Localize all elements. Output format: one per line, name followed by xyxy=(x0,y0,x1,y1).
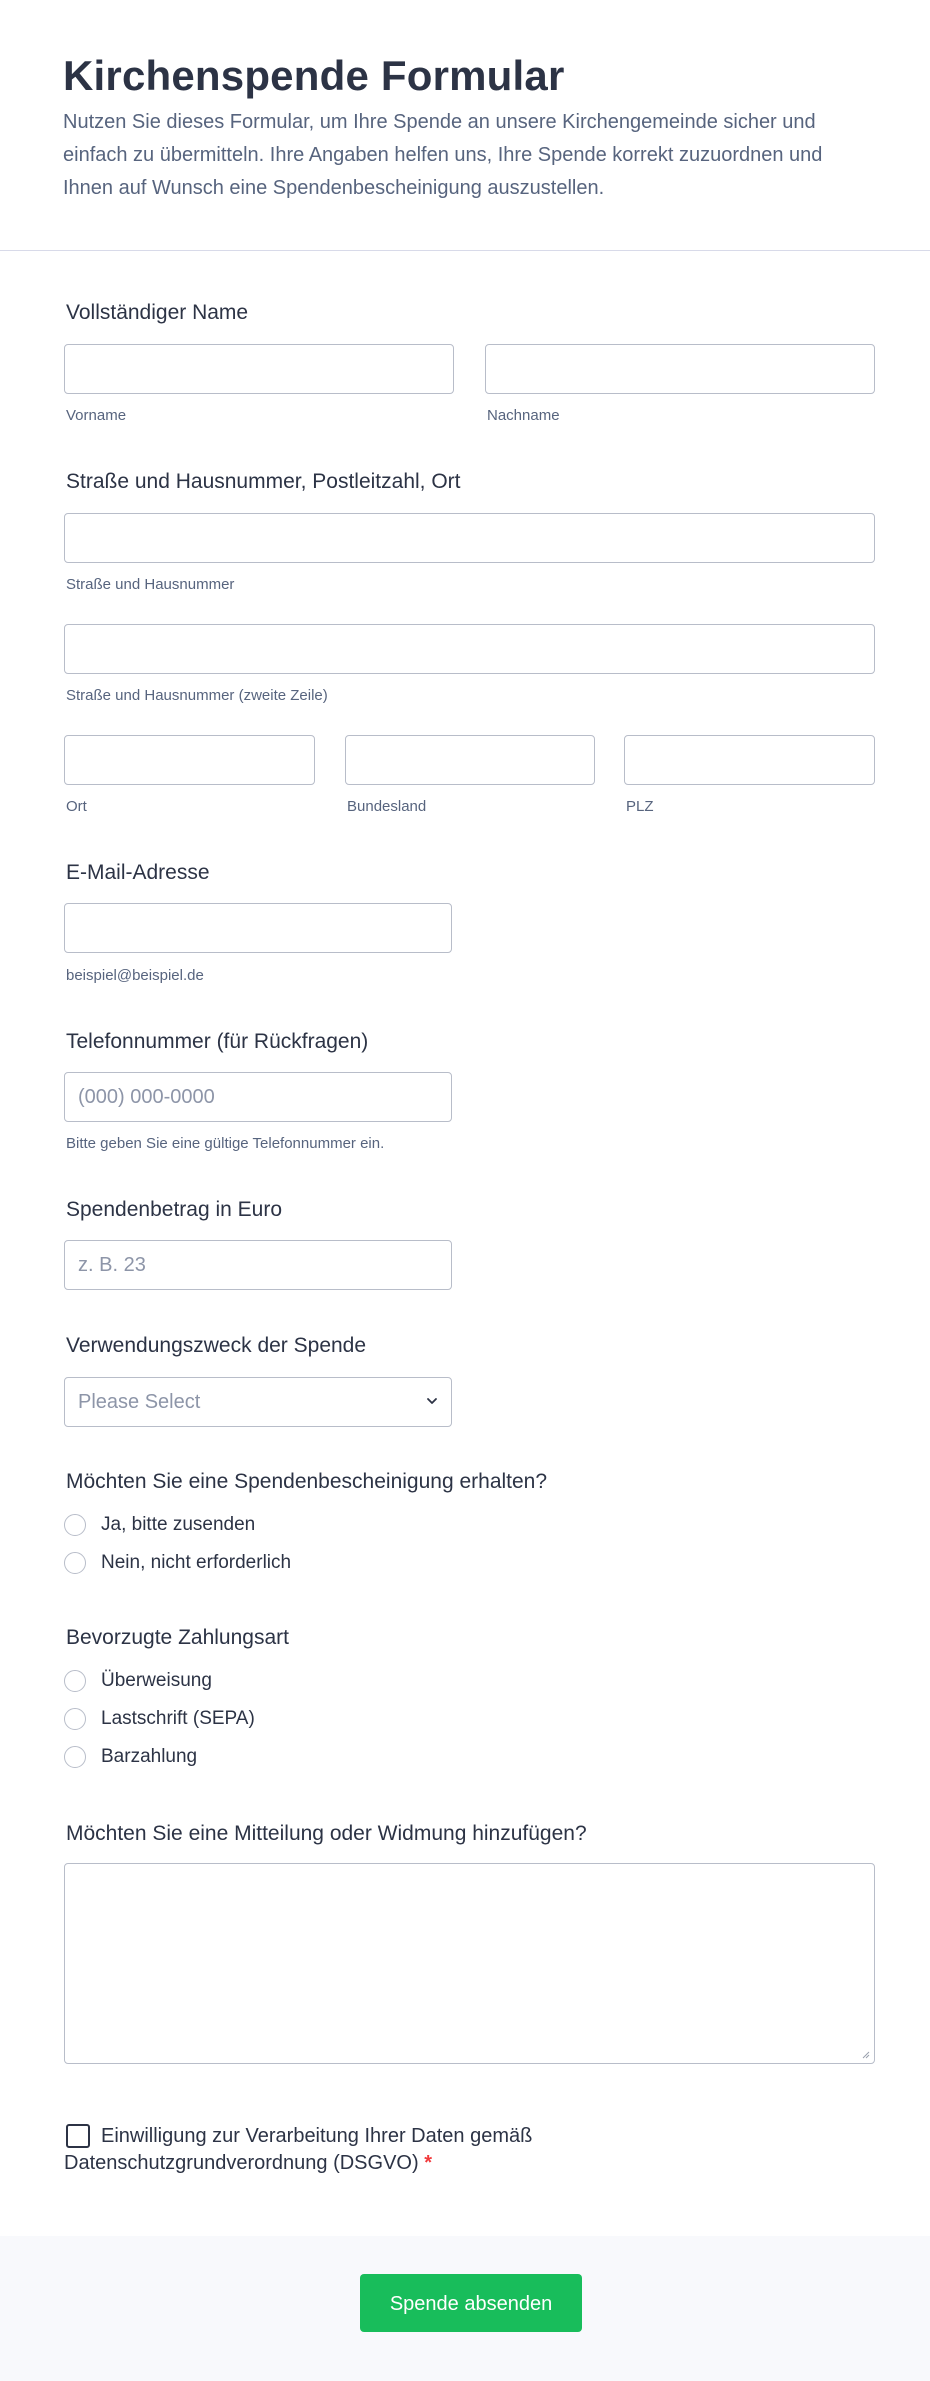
payment-option-sepa[interactable]: Lastschrift (SEPA) xyxy=(101,1708,255,1729)
consent-checkbox[interactable] xyxy=(66,2124,90,2148)
submit-button[interactable]: Spende absenden xyxy=(360,2274,582,2332)
receipt-option-no[interactable]: Nein, nicht erforderlich xyxy=(101,1552,292,1573)
consent-text-line2: Datenschutzgrundverordnung (DSGVO) xyxy=(64,2152,419,2174)
purpose-select[interactable] xyxy=(64,1377,452,1427)
last-name-sublabel: Nachname xyxy=(487,407,560,424)
receipt-radio-no[interactable] xyxy=(64,1552,86,1574)
full-name-label: Vollständiger Name xyxy=(66,301,249,324)
purpose-select-value: Please Select xyxy=(78,1391,201,1413)
phone-label: Telefonnummer (für Rückfragen) xyxy=(66,1030,369,1053)
chevron-down-icon xyxy=(425,1394,439,1408)
state-sublabel: Bundesland xyxy=(347,798,427,815)
payment-radio-transfer[interactable] xyxy=(64,1670,86,1692)
city-sublabel: Ort xyxy=(66,798,87,815)
amount-input[interactable]: z. B. 23 xyxy=(64,1240,452,1290)
street-line2-input[interactable] xyxy=(64,624,875,674)
city-input[interactable] xyxy=(64,735,315,785)
purpose-label: Verwendungszweck der Spende xyxy=(66,1334,367,1357)
email-input[interactable] xyxy=(64,903,452,953)
consent-text-line2-wrap xyxy=(64,2150,432,2177)
zip-input[interactable] xyxy=(624,735,875,785)
payment-option-transfer[interactable]: Überweisung xyxy=(101,1670,212,1691)
required-asterisk: * xyxy=(424,2152,432,2174)
receipt-option-yes[interactable]: Ja, bitte zusenden xyxy=(101,1514,256,1535)
street-line2-sublabel: Straße und Hausnummer (zweite Zeile) xyxy=(66,687,328,704)
header-divider xyxy=(0,250,930,251)
email-label: E-Mail-Adresse xyxy=(66,861,210,884)
consent-text-line1: Einwilligung zur Verarbeitung Ihrer Daten gemäß xyxy=(101,2125,533,2147)
address-label: Straße und Hausnummer, Postleitzahl, Ort xyxy=(66,470,461,493)
zip-sublabel: PLZ xyxy=(626,798,654,815)
payment-radio-cash[interactable] xyxy=(64,1746,86,1768)
payment-radio-sepa[interactable] xyxy=(64,1708,86,1730)
receipt-radio-yes[interactable] xyxy=(64,1514,86,1536)
payment-option-cash[interactable]: Barzahlung xyxy=(101,1746,198,1767)
message-textarea[interactable] xyxy=(64,1863,875,2064)
form-title: Kirchenspende Formular xyxy=(63,52,565,99)
receipt-label: Möchten Sie eine Spendenbescheinigung erhalten? xyxy=(66,1470,548,1493)
message-label: Möchten Sie eine Mitteilung oder Widmung hinzufügen? xyxy=(66,1822,587,1845)
phone-sublabel: Bitte geben Sie eine gültige Telefonnummer ein. xyxy=(66,1135,385,1152)
email-sublabel: beispiel@beispiel.de xyxy=(66,967,204,984)
street-line1-input[interactable] xyxy=(64,513,875,563)
state-input[interactable] xyxy=(345,735,595,785)
first-name-input[interactable] xyxy=(64,344,454,394)
resize-handle-icon[interactable] xyxy=(861,2050,870,2059)
last-name-input[interactable] xyxy=(485,344,875,394)
first-name-sublabel: Vorname xyxy=(66,407,127,424)
payment-label: Bevorzugte Zahlungsart xyxy=(66,1626,289,1649)
amount-label: Spendenbetrag in Euro xyxy=(66,1198,282,1221)
phone-input[interactable]: (000) 000-0000 xyxy=(64,1072,452,1122)
form-description: Nutzen Sie dieses Formular, um Ihre Spende an unsere Kirchengemeinde sicher und einfach zu übermitteln. Ihre Angaben helfen uns, Ihre Spende korrekt zuzuordnen und Ihnen auf Wunsch eine Spendenbescheinigung auszustellen. xyxy=(63,111,823,199)
street-line1-sublabel: Straße und Hausnummer xyxy=(66,576,235,593)
